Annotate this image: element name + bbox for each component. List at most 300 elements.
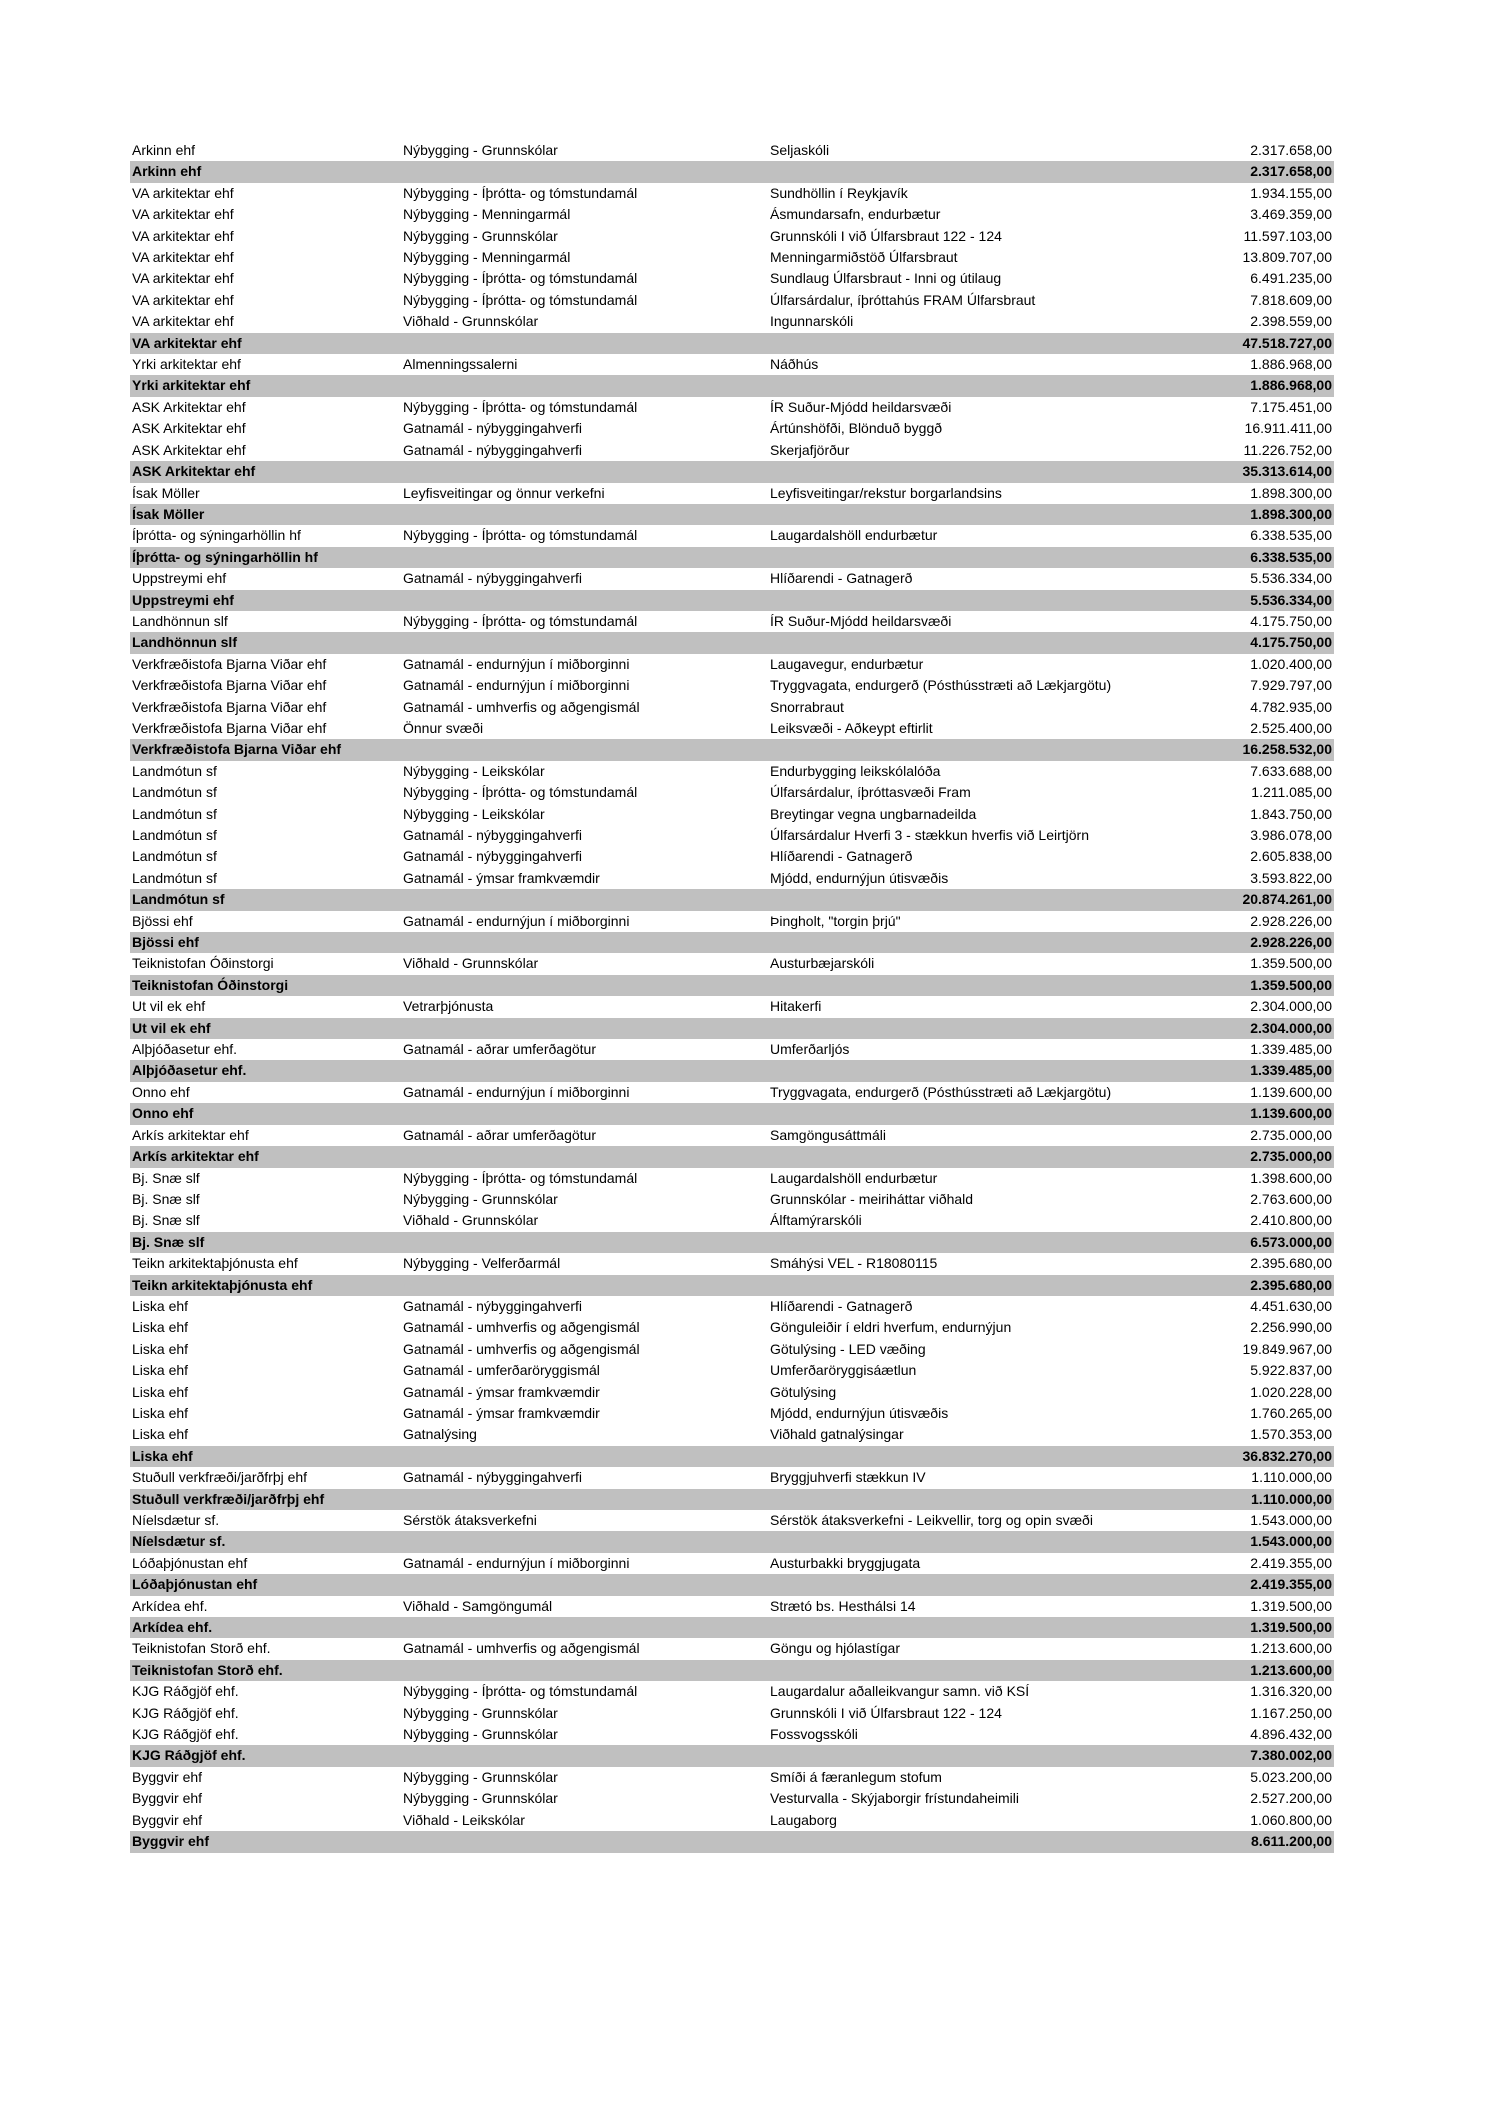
category-cell: Gatnamál - aðrar umferðagötur [403, 1126, 596, 1143]
project-cell: Austurbakki bryggjugata [770, 1554, 921, 1571]
amount-cell: 2.605.838,00 [1250, 848, 1332, 865]
amount-cell: 2.735.000,00 [1250, 1148, 1332, 1165]
table-row [130, 1382, 1334, 1403]
company-cell: Byggvir ehf [132, 1811, 203, 1828]
table-row [130, 1467, 1334, 1488]
payments-table [130, 140, 1334, 1853]
subtotal-row [130, 547, 1334, 568]
project-cell: Umferðarljós [770, 1041, 850, 1058]
table-row [130, 761, 1334, 782]
company-cell: VA arkitektar ehf [132, 249, 234, 266]
company-cell: Lóðaþjónustan ehf [132, 1576, 258, 1593]
amount-cell: 1.213.600,00 [1250, 1640, 1332, 1657]
table-row [130, 204, 1334, 225]
company-cell: KJG Ráðgjöf ehf. [132, 1704, 239, 1721]
subtotal-row [130, 590, 1334, 611]
project-cell: Úlfarsárdalur Hverfi 3 - stækkun hverfis við Leirtjörn [770, 827, 1089, 843]
amount-cell: 1.319.500,00 [1250, 1597, 1332, 1614]
category-cell: Önnur svæði [403, 719, 484, 736]
project-cell: Úlfarsárdalur, íþróttahús FRAM Úlfarsbraut [770, 291, 1036, 308]
table-row [130, 1596, 1334, 1617]
amount-cell: 19.849.967,00 [1242, 1340, 1332, 1357]
amount-cell: 1.139.600,00 [1250, 1105, 1332, 1122]
company-cell: Teiknistofan Storð ehf. [132, 1661, 283, 1678]
amount-cell: 2.395.680,00 [1250, 1255, 1332, 1272]
company-cell: Liska ehf [132, 1362, 189, 1379]
category-cell: Gatnalýsing [403, 1426, 477, 1443]
company-cell: Byggvir ehf [132, 1768, 203, 1785]
amount-cell: 1.570.353,00 [1250, 1426, 1332, 1443]
project-cell: Leyfisveitingar/rekstur borgarlandsins [770, 484, 1002, 501]
amount-cell: 1.139.600,00 [1250, 1083, 1332, 1100]
company-cell: Bjössi ehf [132, 912, 193, 929]
subtotal-row [130, 889, 1334, 910]
subtotal-row [130, 975, 1334, 996]
category-cell: Nýbygging - Íþrótta- og tómstundamál [403, 184, 638, 201]
category-cell: Gatnamál - umhverfis og aðgengismál [403, 1640, 640, 1657]
amount-cell: 1.898.300,00 [1250, 484, 1332, 501]
amount-cell: 1.211.085,00 [1251, 784, 1332, 801]
category-cell: Gatnamál - nýbyggingahverfi [403, 848, 582, 865]
company-cell: Teikn arkitektaþjónusta ehf [132, 1255, 298, 1272]
subtotal-row [130, 1531, 1334, 1552]
table-row [130, 290, 1334, 311]
category-cell: Vetrarþjónusta [403, 998, 494, 1015]
table-row [130, 226, 1334, 247]
category-cell: Gatnamál - nýbyggingahverfi [403, 420, 582, 437]
company-cell: Liska ehf [132, 1319, 189, 1336]
table-row [130, 525, 1334, 546]
amount-cell: 2.304.000,00 [1250, 998, 1332, 1015]
company-cell: VA arkitektar ehf [132, 227, 234, 244]
project-cell: Seljaskóli [770, 142, 830, 158]
amount-cell: 1.398.600,00 [1250, 1169, 1332, 1186]
company-cell: Alþjóðasetur ehf. [132, 1062, 247, 1079]
category-cell: Nýbygging - Grunnskólar [403, 1790, 558, 1807]
project-cell: Leiksvæði - Aðkeypt eftirlit [770, 719, 933, 736]
project-cell: Endurbygging leikskólalóða [770, 762, 941, 779]
project-cell: Þingholt, "torgin þrjú" [770, 912, 901, 929]
category-cell: Nýbygging - Íþrótta- og tómstundamál [403, 398, 638, 415]
company-cell: Bj. Snæ slf [132, 1169, 200, 1186]
table-row [130, 1403, 1334, 1424]
project-cell: Skerjafjörður [770, 441, 850, 458]
table-row [130, 1082, 1334, 1103]
company-cell: VA arkitektar ehf [132, 184, 234, 201]
project-cell: Fossvogsskóli [770, 1726, 858, 1743]
subtotal-row [130, 375, 1334, 396]
company-cell: Stuðull verkfræði/jarðfrþj ehf [132, 1469, 308, 1486]
company-cell: VA arkitektar ehf [132, 291, 234, 308]
company-cell: Landhönnun slf [132, 634, 237, 651]
subtotal-row [130, 1232, 1334, 1253]
subtotal-row [130, 1275, 1334, 1296]
company-cell: Onno ehf [132, 1105, 194, 1122]
table-row [130, 718, 1334, 739]
project-cell: Hlíðarendi - Gatnagerð [770, 570, 913, 587]
amount-cell: 2.419.355,00 [1250, 1554, 1332, 1571]
project-cell: Smíði á færanlegum stofum [770, 1768, 942, 1785]
company-cell: Arkís arkitektar ehf [132, 1126, 249, 1143]
company-cell: Arkinn ehf [132, 163, 202, 180]
category-cell: Gatnamál - endurnýjun í miðborginni [403, 655, 630, 672]
company-cell: Teiknistofan Óðinstorgi [132, 955, 274, 972]
amount-cell: 3.469.359,00 [1250, 206, 1332, 223]
amount-cell: 6.491.235,00 [1250, 270, 1332, 287]
project-cell: Menningarmiðstöð Úlfarsbraut [770, 249, 958, 266]
project-cell: Úlfarsárdalur, íþróttasvæði Fram [770, 784, 971, 801]
amount-cell: 16.911.411,00 [1244, 420, 1332, 437]
subtotal-row [130, 1018, 1334, 1039]
table-row [130, 183, 1334, 204]
amount-cell: 2.410.800,00 [1250, 1212, 1332, 1229]
table-row [130, 418, 1334, 439]
category-cell: Gatnamál - ýmsar framkvæmdir [403, 1383, 600, 1400]
category-cell: Gatnamál - endurnýjun í miðborginni [403, 677, 630, 694]
project-cell: Snorrabraut [770, 698, 844, 715]
table-row [130, 440, 1334, 461]
project-cell: Laugardalur aðalleikvangur samn. við KSÍ [770, 1683, 1030, 1700]
table-row [130, 1810, 1334, 1831]
table-row [130, 782, 1334, 803]
project-cell: Laugardalshöll endurbætur [770, 527, 938, 544]
company-cell: KJG Ráðgjöf ehf. [132, 1726, 239, 1743]
subtotal-row [130, 1574, 1334, 1595]
project-cell: Mjódd, endurnýjun útisvæðis [770, 869, 949, 886]
amount-cell: 2.527.200,00 [1250, 1790, 1332, 1807]
category-cell: Nýbygging - Grunnskólar [403, 227, 558, 244]
amount-cell: 2.317.658,00 [1250, 142, 1332, 158]
project-cell: Laugavegur, endurbætur [770, 655, 924, 672]
amount-cell: 5.922.837,00 [1250, 1362, 1332, 1379]
category-cell: Gatnamál - nýbyggingahverfi [403, 570, 582, 587]
table-row [130, 311, 1334, 332]
amount-cell: 4.782.935,00 [1250, 698, 1332, 715]
company-cell: Liska ehf [132, 1426, 189, 1443]
project-cell: Grunnskóli I við Úlfarsbraut 122 - 124 [770, 1704, 1002, 1721]
project-cell: Umferðaröryggisáætlun [770, 1362, 917, 1379]
category-cell: Gatnamál - endurnýjun í miðborginni [403, 1554, 630, 1571]
amount-cell: 7.380.002,00 [1250, 1747, 1332, 1764]
category-cell: Gatnamál - nýbyggingahverfi [403, 1469, 582, 1486]
amount-cell: 2.256.990,00 [1250, 1319, 1332, 1336]
category-cell: Gatnamál - endurnýjun í miðborginni [403, 912, 630, 929]
amount-cell: 3.986.078,00 [1250, 827, 1332, 843]
table-row [130, 1724, 1334, 1745]
category-cell: Nýbygging - Menningarmál [403, 249, 571, 266]
subtotal-row [130, 1060, 1334, 1081]
amount-cell: 5.536.334,00 [1250, 570, 1332, 587]
table-row [130, 825, 1334, 846]
table-row [130, 675, 1334, 696]
amount-cell: 1.359.500,00 [1250, 976, 1332, 993]
project-cell: Tryggvagata, endurgerð (Pósthússtræti að Lækjargötu) [770, 677, 1112, 694]
category-cell: Nýbygging - Leikskólar [403, 805, 545, 822]
table-row [130, 1210, 1334, 1231]
category-cell: Gatnamál - nýbyggingahverfi [403, 827, 582, 843]
table-row [130, 846, 1334, 867]
table-row [130, 1039, 1334, 1060]
amount-cell: 1.213.600,00 [1250, 1661, 1332, 1678]
company-cell: Teikn arkitektaþjónusta ehf [132, 1276, 313, 1293]
company-cell: Bjössi ehf [132, 934, 199, 951]
company-cell: Byggvir ehf [132, 1833, 210, 1850]
project-cell: Vesturvalla - Skýjaborgir frístundaheimili [770, 1790, 1019, 1807]
table-row [130, 1125, 1334, 1146]
amount-cell: 5.023.200,00 [1250, 1768, 1332, 1785]
company-cell: VA arkitektar ehf [132, 270, 234, 287]
company-cell: VA arkitektar ehf [132, 334, 242, 351]
project-cell: Laugaborg [770, 1811, 837, 1828]
amount-cell: 2.317.658,00 [1250, 163, 1332, 180]
category-cell: Gatnamál - endurnýjun í miðborginni [403, 1083, 630, 1100]
project-cell: ÍR Suður-Mjódd heildarsvæði [770, 612, 952, 629]
table-row [130, 568, 1334, 589]
company-cell: Íþrótta- og sýningarhöllin hf [132, 548, 318, 565]
category-cell: Nýbygging - Menningarmál [403, 206, 571, 223]
company-cell: KJG Ráðgjöf ehf. [132, 1683, 239, 1700]
company-cell: Landmótun sf [132, 762, 217, 779]
amount-cell: 1.110.000,00 [1251, 1469, 1332, 1486]
table-row [130, 483, 1334, 504]
company-cell: Liska ehf [132, 1340, 189, 1357]
amount-cell: 1.886.968,00 [1250, 356, 1332, 373]
company-cell: Verkfræðistofa Bjarna Viðar ehf [132, 741, 342, 758]
amount-cell: 6.338.535,00 [1250, 527, 1332, 544]
table-row [130, 1767, 1334, 1788]
amount-cell: 3.593.822,00 [1250, 869, 1332, 886]
subtotal-row [130, 1146, 1334, 1167]
subtotal-row [130, 1617, 1334, 1638]
project-cell: Grunnskóli I við Úlfarsbraut 122 - 124 [770, 227, 1002, 244]
project-cell: Hlíðarendi - Gatnagerð [770, 848, 913, 865]
company-cell: Landmótun sf [132, 805, 217, 822]
project-cell: Strætó bs. Hesthálsi 14 [770, 1597, 916, 1614]
amount-cell: 2.419.355,00 [1250, 1576, 1332, 1593]
amount-cell: 1.060.800,00 [1250, 1811, 1332, 1828]
project-cell: Náðhús [770, 356, 819, 373]
table-row [130, 1788, 1334, 1809]
table-row [130, 1553, 1334, 1574]
project-cell: Ásmundarsafn, endurbætur [770, 206, 941, 223]
category-cell: Nýbygging - Íþrótta- og tómstundamál [403, 1169, 638, 1186]
subtotal-row [130, 1660, 1334, 1681]
category-cell: Gatnamál - umferðaröryggismál [403, 1362, 600, 1379]
project-cell: Laugardalshöll endurbætur [770, 1169, 938, 1186]
amount-cell: 1.339.485,00 [1250, 1062, 1332, 1079]
subtotal-row [130, 161, 1334, 182]
table-row [130, 1638, 1334, 1659]
company-cell: Uppstreymi ehf [132, 591, 234, 608]
project-cell: Götulýsing [770, 1383, 837, 1400]
table-row [130, 1424, 1334, 1445]
subtotal-row [130, 461, 1334, 482]
amount-cell: 1.843.750,00 [1250, 805, 1332, 822]
amount-cell: 2.928.226,00 [1250, 912, 1332, 929]
subtotal-row [130, 1446, 1334, 1467]
category-cell: Nýbygging - Íþrótta- og tómstundamál [403, 527, 638, 544]
amount-cell: 16.258.532,00 [1242, 741, 1332, 758]
table-row [130, 1703, 1334, 1724]
company-cell: Liska ehf [132, 1297, 189, 1314]
amount-cell: 4.175.750,00 [1250, 634, 1332, 651]
amount-cell: 8.611.200,00 [1251, 1833, 1332, 1850]
category-cell: Nýbygging - Íþrótta- og tómstundamál [403, 784, 638, 801]
company-cell: Landmótun sf [132, 891, 225, 908]
project-cell: Tryggvagata, endurgerð (Pósthússtræti að Lækjargötu) [770, 1083, 1112, 1100]
amount-cell: 11.597.103,00 [1243, 227, 1332, 244]
amount-cell: 1.886.968,00 [1250, 377, 1332, 394]
amount-cell: 1.898.300,00 [1250, 505, 1332, 522]
project-cell: Mjódd, endurnýjun útisvæðis [770, 1404, 949, 1421]
amount-cell: 1.934.155,00 [1250, 184, 1332, 201]
company-cell: ASK Arkitektar ehf [132, 463, 256, 480]
company-cell: ASK Arkitektar ehf [132, 398, 246, 415]
amount-cell: 2.763.600,00 [1250, 1190, 1332, 1207]
company-cell: Bj. Snæ slf [132, 1233, 205, 1250]
table-row [130, 1296, 1334, 1317]
subtotal-row [130, 504, 1334, 525]
company-cell: Yrki arkitektar ehf [132, 377, 251, 394]
company-cell: Liska ehf [132, 1447, 193, 1464]
company-cell: ASK Arkitektar ehf [132, 441, 246, 458]
project-cell: Austurbæjarskóli [770, 955, 875, 972]
table-row [130, 953, 1334, 974]
company-cell: Landmótun sf [132, 784, 217, 801]
amount-cell: 1.760.265,00 [1250, 1404, 1332, 1421]
subtotal-row [130, 333, 1334, 354]
company-cell: Byggvir ehf [132, 1790, 203, 1807]
table-row [130, 247, 1334, 268]
company-cell: Alþjóðasetur ehf. [132, 1041, 238, 1058]
project-cell: Hlíðarendi - Gatnagerð [770, 1297, 913, 1314]
company-cell: Bj. Snæ slf [132, 1190, 200, 1207]
amount-cell: 1.020.400,00 [1250, 655, 1332, 672]
category-cell: Viðhald - Grunnskólar [403, 955, 539, 972]
amount-cell: 2.304.000,00 [1250, 1019, 1332, 1036]
project-cell: Smáhýsi VEL - R18080115 [770, 1255, 938, 1272]
category-cell: Gatnamál - aðrar umferðagötur [403, 1041, 596, 1058]
amount-cell: 13.809.707,00 [1242, 249, 1332, 266]
category-cell: Gatnamál - nýbyggingahverfi [403, 441, 582, 458]
table-row [130, 804, 1334, 825]
category-cell: Nýbygging - Íþrótta- og tómstundamál [403, 1683, 638, 1700]
amount-cell: 7.633.688,00 [1250, 762, 1332, 779]
company-cell: Landhönnun slf [132, 612, 228, 629]
table-row [130, 1189, 1334, 1210]
category-cell: Nýbygging - Leikskólar [403, 762, 545, 779]
amount-cell: 1.110.000,00 [1251, 1490, 1332, 1507]
company-cell: Teiknistofan Storð ehf. [132, 1640, 271, 1657]
category-cell: Viðhald - Leikskólar [403, 1811, 525, 1828]
table-row [130, 268, 1334, 289]
category-cell: Viðhald - Grunnskólar [403, 313, 539, 330]
amount-cell: 4.175.750,00 [1250, 612, 1332, 629]
company-cell: Landmótun sf [132, 827, 217, 843]
table-row [130, 611, 1334, 632]
project-cell: Álftamýrarskóli [770, 1212, 862, 1229]
category-cell: Nýbygging - Grunnskólar [403, 1190, 558, 1207]
subtotal-row [130, 1103, 1334, 1124]
amount-cell: 6.573.000,00 [1250, 1233, 1332, 1250]
table-row [130, 1339, 1334, 1360]
project-cell: ÍR Suður-Mjódd heildarsvæði [770, 398, 952, 415]
table-row [130, 397, 1334, 418]
table-row [130, 1510, 1334, 1531]
category-cell: Gatnamál - nýbyggingahverfi [403, 1297, 582, 1314]
amount-cell: 1.319.500,00 [1250, 1619, 1332, 1636]
company-cell: Ut vil ek ehf [132, 1019, 211, 1036]
company-cell: Uppstreymi ehf [132, 570, 227, 587]
company-cell: Ísak Möller [132, 505, 205, 522]
category-cell: Gatnamál - umhverfis og aðgengismál [403, 1319, 640, 1336]
company-cell: Liska ehf [132, 1404, 189, 1421]
company-cell: KJG Ráðgjöf ehf. [132, 1747, 246, 1764]
company-cell: ASK Arkitektar ehf [132, 420, 246, 437]
subtotal-row [130, 1745, 1334, 1766]
company-cell: Verkfræðistofa Bjarna Viðar ehf [132, 677, 327, 694]
table-row [130, 140, 1334, 161]
amount-cell: 2.395.680,00 [1250, 1276, 1332, 1293]
company-cell: Teiknistofan Óðinstorgi [132, 976, 289, 993]
table-row [130, 1253, 1334, 1274]
company-cell: Liska ehf [132, 1383, 189, 1400]
company-cell: Lóðaþjónustan ehf [132, 1554, 248, 1571]
category-cell: Nýbygging - Grunnskólar [403, 1726, 558, 1743]
subtotal-row [130, 1831, 1334, 1852]
company-cell: Yrki arkitektar ehf [132, 356, 241, 373]
amount-cell: 2.735.000,00 [1250, 1126, 1332, 1143]
amount-cell: 7.818.609,00 [1250, 291, 1332, 308]
amount-cell: 2.928.226,00 [1250, 934, 1332, 951]
category-cell: Nýbygging - Velferðarmál [403, 1255, 561, 1272]
table-row [130, 1360, 1334, 1381]
company-cell: Landmótun sf [132, 869, 217, 886]
project-cell: Ingunnarskóli [770, 313, 854, 330]
table-row [130, 1317, 1334, 1338]
project-cell: Sérstök átaksverkefni - Leikvellir, torg og opin svæði [770, 1512, 1093, 1528]
company-cell: Arkídea ehf. [132, 1597, 208, 1614]
category-cell: Gatnamál - umhverfis og aðgengismál [403, 1340, 640, 1357]
amount-cell: 1.167.250,00 [1250, 1704, 1332, 1721]
amount-cell: 35.313.614,00 [1242, 463, 1332, 480]
subtotal-row [130, 932, 1334, 953]
amount-cell: 20.874.261,00 [1242, 891, 1332, 908]
amount-cell: 1.316.320,00 [1250, 1683, 1332, 1700]
subtotal-row [130, 739, 1334, 760]
category-cell: Gatnamál - umhverfis og aðgengismál [403, 698, 640, 715]
amount-cell: 1.020.228,00 [1250, 1383, 1332, 1400]
project-cell: Grunnskólar - meiriháttar viðhald [770, 1190, 974, 1207]
category-cell: Nýbygging - Grunnskólar [403, 142, 558, 158]
table-row [130, 1681, 1334, 1702]
company-cell: Ut vil ek ehf [132, 998, 206, 1015]
company-cell: Stuðull verkfræði/jarðfrþj ehf [132, 1490, 325, 1507]
amount-cell: 1.339.485,00 [1250, 1041, 1332, 1058]
category-cell: Almenningssalerni [403, 356, 518, 373]
category-cell: Viðhald - Samgöngumál [403, 1597, 553, 1614]
table-row [130, 354, 1334, 375]
category-cell: Nýbygging - Grunnskólar [403, 1704, 558, 1721]
table-row [130, 654, 1334, 675]
company-cell: Íþrótta- og sýningarhöllin hf [132, 527, 301, 544]
category-cell: Nýbygging - Íþrótta- og tómstundamál [403, 270, 638, 287]
amount-cell: 7.175.451,00 [1250, 398, 1332, 415]
company-cell: VA arkitektar ehf [132, 206, 234, 223]
amount-cell: 2.525.400,00 [1250, 719, 1332, 736]
table-row [130, 996, 1334, 1017]
category-cell: Leyfisveitingar og önnur verkefni [403, 484, 605, 501]
